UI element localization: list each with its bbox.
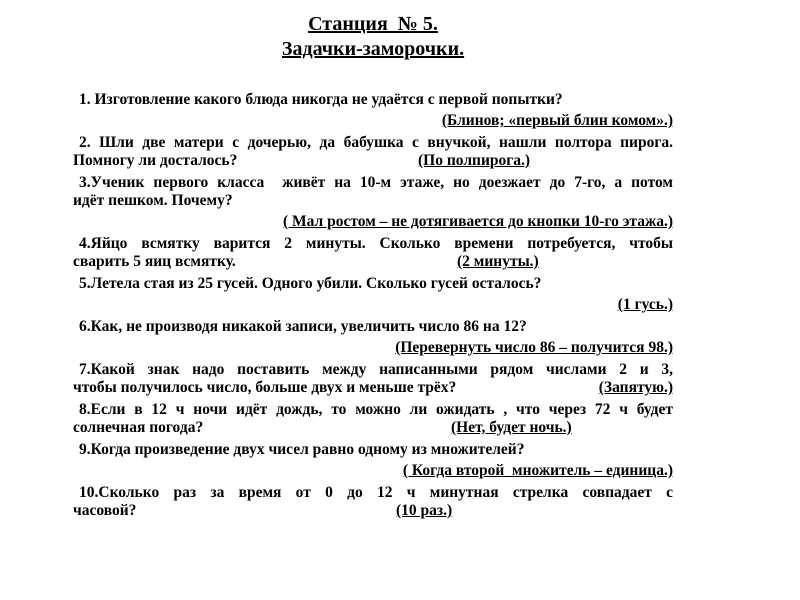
question-4-tail: сварить 5 яиц всмятку. [73, 253, 236, 270]
question-7-line-1: 7.Какой знак надо поставить между написанными рядом числами 2 и 3, [79, 361, 673, 378]
answer-9: ( Когда второй множитель – единица.) [402, 462, 673, 479]
question-5: 5.Летела стая из 25 гусей. Одного убили. Сколько гусей осталось? [79, 275, 542, 292]
title-line-1: Станция № 5. [308, 13, 438, 35]
question-2-line-1: 2. Шли две матери с дочерью, да бабушка с внучкой, нашли полтора пирога. [79, 134, 673, 151]
question-8-tail: солнечная погода? [73, 419, 204, 436]
qa-item-6 [73, 318, 673, 357]
answer-6: (Перевернуть число 86 – получится 98.) [395, 339, 673, 356]
answer-3: ( Мал ростом – не дотягивается до кнопки 10-го этажа.) [282, 213, 673, 230]
qa-item-9 [73, 441, 673, 480]
question-7-tail: чтобы получилось число, больше двух и меньше трёх? [73, 379, 457, 396]
answer-2: (По полпирога.) [418, 152, 531, 169]
qa-item-2 [73, 134, 673, 170]
answer-7: (Запятую.) [598, 379, 673, 396]
question-7-line-2 [73, 379, 673, 397]
qa-item-3 [73, 174, 673, 231]
title-line-1-wrap [73, 12, 673, 37]
question-6: 6.Как, не производя никакой записи, увеличить число 86 на 12? [79, 318, 527, 335]
question-10-line-1: 10.Сколько раз за время от 0 до 12 ч минутная стрелка совпадает с [79, 484, 673, 501]
title-line-2-wrap [73, 37, 673, 62]
question-4-line-1: 4.Яйцо всмятку варится 2 минуты. Сколько времени потребуется, чтобы [79, 235, 673, 252]
qa-item-8 [73, 401, 673, 437]
answer-line-3 [73, 213, 673, 231]
question-4-line-2 [73, 253, 673, 271]
question-3-line-2: идёт пешком. Почему? [73, 192, 233, 209]
qa-item-1 [73, 91, 673, 130]
answer-line-9 [73, 462, 673, 480]
question-8-line-1: 8.Если в 12 ч ночи идёт дождь, то можно ли ожидать , что через 72 ч будет [79, 401, 673, 418]
answer-4: (2 минуты.) [457, 253, 539, 270]
answer-1: (Блинов; «первый блин комом».) [441, 112, 673, 129]
question-2-tail: Помногу ли досталось? [73, 152, 238, 169]
title-line-2: Задачки-заморочки. [281, 38, 465, 60]
answer-5: (1 гусь.) [617, 296, 673, 313]
answer-8: (Нет, будет ночь.) [451, 419, 572, 436]
qa-item-10 [73, 484, 673, 520]
question-10-line-2 [73, 502, 673, 520]
answer-line-6 [73, 339, 673, 357]
answer-line-1 [73, 112, 673, 130]
quiz-list [73, 91, 673, 520]
question-1: 1. Изготовление какого блюда никогда не удаётся с первой попытки? [79, 91, 563, 108]
qa-item-4 [73, 235, 673, 271]
question-10-tail: часовой? [73, 502, 137, 519]
question-3-line-1: 3.Ученик первого класса живёт на 10-м этаже, но доезжает до 7-го, а потом [79, 174, 673, 191]
qa-item-7 [73, 361, 673, 397]
question-2-line-2 [73, 152, 673, 170]
answer-line-5 [73, 296, 673, 314]
answer-10: (10 раз.) [396, 502, 453, 519]
qa-item-5 [73, 275, 673, 314]
question-8-line-2 [73, 419, 673, 437]
page-title [73, 12, 673, 62]
question-9: 9.Когда произведение двух чисел равно одному из множителей? [79, 441, 525, 458]
